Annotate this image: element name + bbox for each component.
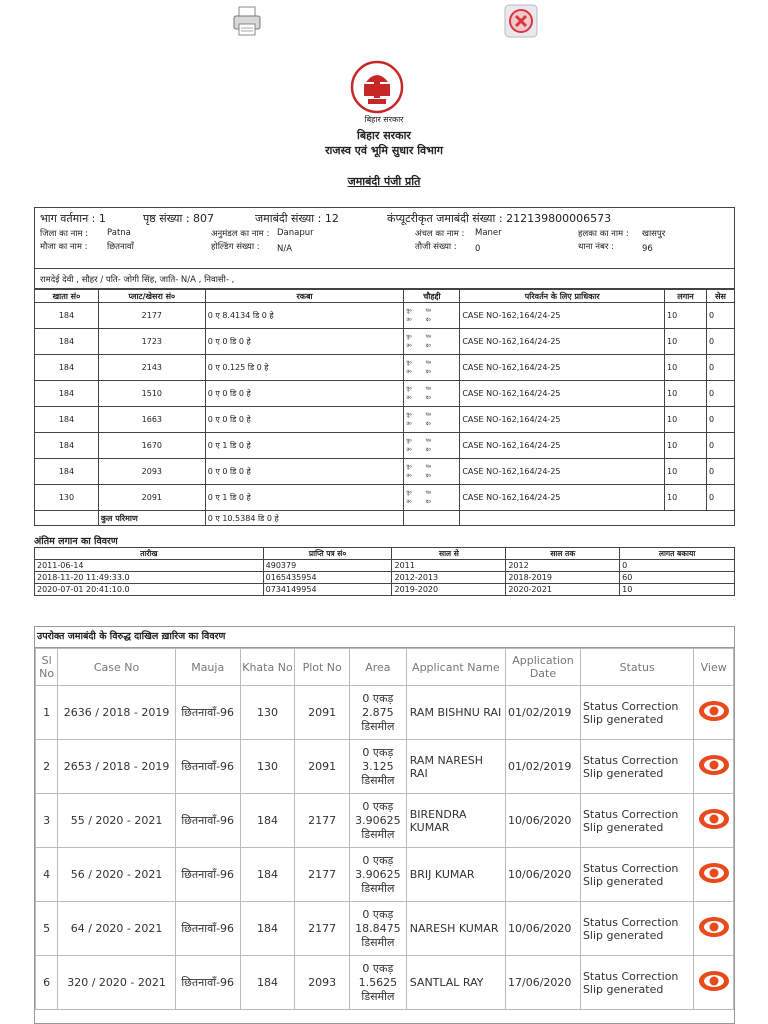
khata-no-cell: 130 bbox=[240, 740, 295, 794]
lagan-year-to: 2018-2019 bbox=[506, 572, 620, 584]
plot-no-cell: 2177 bbox=[295, 848, 350, 902]
halka-label: हलका का नाम : bbox=[578, 229, 629, 239]
col-sl: Sl No bbox=[36, 649, 58, 686]
chauhaddi-line bbox=[406, 385, 457, 394]
total-empty-cell bbox=[460, 511, 665, 526]
jamabandi-number: जमाबंदी संख्या : 12 bbox=[255, 212, 339, 225]
plot-no-cell: 2177 bbox=[295, 902, 350, 956]
col-authority: परिवर्तन के लिए प्राधिकार bbox=[460, 290, 665, 303]
app-date-cell: 10/06/2020 bbox=[506, 848, 581, 902]
khata-table-header bbox=[35, 290, 735, 303]
lagan-section-title: अंतिम लगान का विवरण bbox=[34, 536, 118, 547]
area-decimal: 1.5625 bbox=[358, 975, 398, 989]
area-acre: 0 एकड़ bbox=[362, 691, 394, 705]
halka-value: खासपुर bbox=[642, 229, 666, 239]
applicant-cell: NARESH KUMAR bbox=[406, 902, 505, 956]
app-date-cell: 01/02/2019 bbox=[506, 740, 581, 794]
eye-icon[interactable] bbox=[698, 970, 730, 995]
district-value: Patna bbox=[107, 228, 131, 238]
lagan-cell: 10 bbox=[665, 355, 707, 381]
area-cell bbox=[350, 848, 407, 902]
cess-cell: 0 bbox=[706, 407, 734, 433]
chauhaddi-line bbox=[406, 420, 457, 429]
subdivision-value: Danapur bbox=[277, 228, 314, 238]
lagan-year-to: 2020-2021 bbox=[506, 584, 620, 596]
khata-cell: 130 bbox=[35, 485, 99, 511]
col-date: तारीख bbox=[35, 548, 264, 560]
mauza-value: छितनावाँ bbox=[107, 242, 134, 252]
col-plot-no: Plot No bbox=[295, 649, 350, 686]
chauhaddi-south: द० bbox=[425, 368, 432, 375]
col-lagan: लगान bbox=[665, 290, 707, 303]
sl-cell: 1 bbox=[36, 686, 58, 740]
khata-cell: 184 bbox=[35, 329, 99, 355]
khata-row bbox=[35, 459, 735, 485]
col-status: Status bbox=[580, 649, 693, 686]
chauhaddi-line bbox=[406, 446, 457, 455]
case-no-cell: 2653 / 2018 - 2019 bbox=[58, 740, 176, 794]
col-view: View bbox=[694, 649, 734, 686]
thana-label: थाना नंबर : bbox=[578, 242, 614, 252]
khata-row bbox=[35, 381, 735, 407]
cess-cell: 0 bbox=[706, 355, 734, 381]
authority-cell: CASE NO-162,164/24-25 bbox=[460, 485, 665, 511]
applicant-cell: BIRENDRA KUMAR bbox=[406, 794, 505, 848]
chauhaddi-line bbox=[406, 342, 457, 351]
total-empty-cell bbox=[35, 511, 99, 526]
chauhaddi-line bbox=[406, 394, 457, 403]
eye-icon[interactable] bbox=[698, 916, 730, 941]
lagan-cell: 10 bbox=[665, 329, 707, 355]
info-divider bbox=[35, 268, 734, 269]
raiyat-owner-details: रामदेई देवी , सौहर / पति- जोगी सिंह, जाति- N/A , निवासी- , bbox=[40, 275, 235, 285]
chauhaddi-line bbox=[406, 307, 457, 316]
khata-cell: 184 bbox=[35, 407, 99, 433]
total-empty-cell bbox=[404, 511, 460, 526]
lagan-cell: 10 bbox=[665, 433, 707, 459]
plot-cell: 2093 bbox=[98, 459, 205, 485]
printer-icon[interactable] bbox=[230, 4, 264, 38]
plot-cell: 1663 bbox=[98, 407, 205, 433]
view-cell bbox=[694, 956, 734, 1010]
bihar-emblem-logo bbox=[350, 60, 404, 114]
applicant-cell: BRIJ KUMAR bbox=[406, 848, 505, 902]
view-cell bbox=[694, 848, 734, 902]
lagan-year-from: 2012-2013 bbox=[392, 572, 506, 584]
col-chauhaddi: चौहद्दी bbox=[404, 290, 460, 303]
dakhil-row bbox=[36, 686, 734, 740]
chauhaddi-north: उ० bbox=[406, 342, 412, 349]
mauja-cell: छितनावाँ-96 bbox=[175, 794, 240, 848]
chauhaddi-north: उ० bbox=[406, 420, 412, 427]
dakhil-row bbox=[36, 794, 734, 848]
area-unit: डिसमील bbox=[361, 719, 395, 733]
lagan-year-to: 2012 bbox=[506, 560, 620, 572]
chauhaddi-east: पु० bbox=[406, 333, 412, 340]
col-plot: प्लाट/खेसरा सं० bbox=[98, 290, 205, 303]
lagan-dues: 0 bbox=[620, 560, 735, 572]
col-receipt: प्राप्ति पत्र सं० bbox=[263, 548, 392, 560]
rakba-cell: 0 ए 1 डि 0 हे bbox=[205, 433, 404, 459]
dakhil-row bbox=[36, 902, 734, 956]
khata-cell: 184 bbox=[35, 381, 99, 407]
mauja-cell: छितनावाँ-96 bbox=[175, 740, 240, 794]
holding-value: N/A bbox=[277, 244, 293, 254]
plot-no-cell: 2091 bbox=[295, 740, 350, 794]
lagan-row bbox=[35, 572, 735, 584]
chauhaddi-south: द० bbox=[425, 472, 432, 479]
khata-no-cell: 184 bbox=[240, 956, 295, 1010]
col-year-to: साल तक bbox=[506, 548, 620, 560]
area-acre: 0 एकड़ bbox=[362, 745, 394, 759]
area-unit: डिसमील bbox=[361, 935, 395, 949]
chauhaddi-line bbox=[406, 498, 457, 507]
area-cell bbox=[350, 794, 407, 848]
col-case-no: Case No bbox=[58, 649, 176, 686]
lagan-cell: 10 bbox=[665, 407, 707, 433]
chauhaddi-line bbox=[406, 437, 457, 446]
lagan-row bbox=[35, 584, 735, 596]
eye-icon[interactable] bbox=[698, 700, 730, 725]
cess-cell: 0 bbox=[706, 329, 734, 355]
lagan-year-from: 2011 bbox=[392, 560, 506, 572]
chauhaddi-south: द० bbox=[425, 420, 432, 427]
khata-no-cell: 184 bbox=[240, 794, 295, 848]
col-area: Area bbox=[350, 649, 407, 686]
area-unit: डिसमील bbox=[361, 827, 395, 841]
area-unit: डिसमील bbox=[361, 881, 395, 895]
sl-cell: 3 bbox=[36, 794, 58, 848]
chauhaddi-south: द० bbox=[425, 446, 432, 453]
lagan-cell: 10 bbox=[665, 381, 707, 407]
rakba-cell: 0 ए 0 डि 0 हे bbox=[205, 381, 404, 407]
subdivision-label: अनुमंडल का नाम : bbox=[211, 229, 270, 239]
lagan-date: 2018-11-20 11:49:33.0 bbox=[35, 572, 264, 584]
chauhaddi-south: द० bbox=[425, 316, 432, 323]
plot-cell: 1670 bbox=[98, 433, 205, 459]
mauja-cell: छितनावाँ-96 bbox=[175, 686, 240, 740]
chauhaddi-east: पु० bbox=[406, 307, 412, 314]
lagan-date: 2020-07-01 20:41:10.0 bbox=[35, 584, 264, 596]
circle-label: अंचल का नाम : bbox=[415, 229, 465, 239]
rakba-cell: 0 ए 0.125 डि 0 हे bbox=[205, 355, 404, 381]
total-rakba: 0 ए 10.5384 डि 0 हे bbox=[205, 511, 404, 526]
lagan-cell: 10 bbox=[665, 485, 707, 511]
lagan-date: 2011-06-14 bbox=[35, 560, 264, 572]
lagan-dues: 10 bbox=[620, 584, 735, 596]
total-empty-cell bbox=[706, 511, 734, 526]
khata-no-cell: 184 bbox=[240, 848, 295, 902]
chauhaddi-west: प० bbox=[425, 307, 432, 314]
government-name: बिहार सरकार bbox=[357, 129, 411, 142]
status-cell: Status Correction Slip generated bbox=[580, 794, 693, 848]
area-decimal: 3.90625 bbox=[355, 867, 401, 881]
authority-cell: CASE NO-162,164/24-25 bbox=[460, 355, 665, 381]
area-cell bbox=[350, 686, 407, 740]
eye-icon[interactable] bbox=[698, 808, 730, 833]
chauhaddi-east: पु० bbox=[406, 385, 412, 392]
bhag-vartaman: भाग वर्तमान : 1 bbox=[40, 212, 106, 225]
area-decimal: 3.125 bbox=[362, 759, 394, 773]
col-rakba: रकबा bbox=[205, 290, 404, 303]
mauza-label: मौजा का नाम : bbox=[40, 242, 88, 252]
chauhaddi-south: द० bbox=[425, 498, 432, 505]
chauhaddi-north: उ० bbox=[406, 446, 412, 453]
col-year-from: साल से bbox=[392, 548, 506, 560]
chauhaddi-north: उ० bbox=[406, 498, 412, 505]
case-no-cell: 55 / 2020 - 2021 bbox=[58, 794, 176, 848]
area-acre: 0 एकड़ bbox=[362, 907, 394, 921]
view-cell bbox=[694, 686, 734, 740]
holding-label: होल्डिंग संख्या : bbox=[211, 242, 260, 252]
chauhaddi-line bbox=[406, 411, 457, 420]
khata-row bbox=[35, 407, 735, 433]
area-unit: डिसमील bbox=[361, 989, 395, 1003]
cess-cell: 0 bbox=[706, 459, 734, 485]
total-label: कुल परिमाण bbox=[98, 511, 205, 526]
lagan-receipt: 490379 bbox=[263, 560, 392, 572]
khata-row bbox=[35, 433, 735, 459]
app-date-cell: 01/02/2019 bbox=[506, 686, 581, 740]
chauhaddi-north: उ० bbox=[406, 394, 412, 401]
plot-no-cell: 2091 bbox=[295, 686, 350, 740]
circle-value: Maner bbox=[475, 228, 502, 238]
department-name: राजस्व एवं भूमि सुधार विभाग bbox=[325, 144, 443, 157]
rakba-cell: 0 ए 8.4134 डि 0 हे bbox=[205, 303, 404, 329]
plot-cell: 1510 bbox=[98, 381, 205, 407]
computerized-jamabandi-number: कंप्यूटरीकृत जमाबंदी संख्या : 212139800006573 bbox=[387, 212, 612, 225]
chauhaddi-south: द० bbox=[425, 394, 432, 401]
total-row bbox=[35, 511, 735, 526]
page-number: पृष्ठ संख्या : 807 bbox=[143, 212, 215, 225]
chauhaddi-west: प० bbox=[425, 385, 432, 392]
dakhil-kharij-table bbox=[35, 648, 734, 1010]
lagan-year-from: 2019-2020 bbox=[392, 584, 506, 596]
chauhaddi-west: प० bbox=[425, 463, 432, 470]
khata-no-cell: 184 bbox=[240, 902, 295, 956]
sl-cell: 5 bbox=[36, 902, 58, 956]
khata-row bbox=[35, 303, 735, 329]
col-applicant: Applicant Name bbox=[406, 649, 505, 686]
eye-icon[interactable] bbox=[698, 754, 730, 779]
case-no-cell: 320 / 2020 - 2021 bbox=[58, 956, 176, 1010]
chauhaddi-east: पु० bbox=[406, 411, 412, 418]
chauhaddi-west: प० bbox=[425, 489, 432, 496]
chauhaddi-north: उ० bbox=[406, 316, 412, 323]
chauhaddi-line bbox=[406, 472, 457, 481]
lagan-dues: 60 bbox=[620, 572, 735, 584]
col-app-date: Application Date bbox=[506, 649, 581, 686]
lagan-table bbox=[34, 547, 735, 596]
chauhaddi-cell bbox=[404, 355, 460, 381]
khata-row bbox=[35, 485, 735, 511]
chauhaddi-line bbox=[406, 463, 457, 472]
chauhaddi-line bbox=[406, 489, 457, 498]
area-cell bbox=[350, 956, 407, 1010]
chauhaddi-west: प० bbox=[425, 437, 432, 444]
lagan-table-header bbox=[35, 548, 735, 560]
chauhaddi-line bbox=[406, 333, 457, 342]
plot-cell: 1723 bbox=[98, 329, 205, 355]
khata-row bbox=[35, 355, 735, 381]
chauhaddi-south: द० bbox=[425, 342, 432, 349]
chauhaddi-cell bbox=[404, 407, 460, 433]
col-dues: लागत बकाया bbox=[620, 548, 735, 560]
lagan-receipt: 0734149954 bbox=[263, 584, 392, 596]
khata-row bbox=[35, 329, 735, 355]
authority-cell: CASE NO-162,164/24-25 bbox=[460, 329, 665, 355]
khata-cell: 184 bbox=[35, 303, 99, 329]
khata-cell: 184 bbox=[35, 459, 99, 485]
authority-cell: CASE NO-162,164/24-25 bbox=[460, 407, 665, 433]
plot-cell: 2177 bbox=[98, 303, 205, 329]
dakhil-row bbox=[36, 848, 734, 902]
view-cell bbox=[694, 902, 734, 956]
authority-cell: CASE NO-162,164/24-25 bbox=[460, 381, 665, 407]
khata-no-cell: 130 bbox=[240, 686, 295, 740]
chauhaddi-north: उ० bbox=[406, 368, 412, 375]
status-cell: Status Correction Slip generated bbox=[580, 902, 693, 956]
area-acre: 0 एकड़ bbox=[362, 799, 394, 813]
thana-value: 96 bbox=[642, 244, 653, 254]
chauhaddi-line bbox=[406, 359, 457, 368]
chauhaddi-line bbox=[406, 316, 457, 325]
authority-cell: CASE NO-162,164/24-25 bbox=[460, 433, 665, 459]
cess-cell: 0 bbox=[706, 381, 734, 407]
emblem-caption: बिहार सरकार bbox=[364, 115, 404, 124]
jamabandi-info-box bbox=[34, 207, 735, 289]
district-label: जिला का नाम : bbox=[40, 229, 89, 239]
cess-cell: 0 bbox=[706, 433, 734, 459]
dakhil-row bbox=[36, 956, 734, 1010]
case-no-cell: 56 / 2020 - 2021 bbox=[58, 848, 176, 902]
chauhaddi-cell bbox=[404, 329, 460, 355]
mauja-cell: छितनावाँ-96 bbox=[175, 902, 240, 956]
status-cell: Status Correction Slip generated bbox=[580, 956, 693, 1010]
chauhaddi-west: प० bbox=[425, 411, 432, 418]
chauhaddi-cell bbox=[404, 303, 460, 329]
col-mauja: Mauja bbox=[175, 649, 240, 686]
chauhaddi-east: पु० bbox=[406, 463, 412, 470]
rakba-cell: 0 ए 1 डि 0 हे bbox=[205, 485, 404, 511]
dakhil-kharij-title: उपरोक्त जमाबंदी के विरुद्ध दाखिल ख़ारिज का विवरण bbox=[35, 627, 734, 648]
area-cell bbox=[350, 902, 407, 956]
rakba-cell: 0 ए 0 डि 0 हे bbox=[205, 459, 404, 485]
col-khata: खाता सं० bbox=[35, 290, 99, 303]
area-acre: 0 एकड़ bbox=[362, 853, 394, 867]
chauhaddi-cell bbox=[404, 459, 460, 485]
col-cess: सेस bbox=[706, 290, 734, 303]
rakba-cell: 0 ए 0 डि 0 हे bbox=[205, 407, 404, 433]
view-cell bbox=[694, 794, 734, 848]
sl-cell: 6 bbox=[36, 956, 58, 1010]
chauhaddi-cell bbox=[404, 381, 460, 407]
status-cell: Status Correction Slip generated bbox=[580, 686, 693, 740]
plot-no-cell: 2177 bbox=[295, 794, 350, 848]
tauzi-label: तौजी संख्या : bbox=[415, 242, 457, 252]
case-no-cell: 64 / 2020 - 2021 bbox=[58, 902, 176, 956]
cess-cell: 0 bbox=[706, 485, 734, 511]
area-decimal: 2.875 bbox=[362, 705, 394, 719]
status-cell: Status Correction Slip generated bbox=[580, 740, 693, 794]
tauzi-value: 0 bbox=[475, 244, 481, 254]
dakhil-row bbox=[36, 740, 734, 794]
authority-cell: CASE NO-162,164/24-25 bbox=[460, 303, 665, 329]
khata-plot-table bbox=[34, 289, 735, 526]
page-title: जमाबंदी पंजी प्रति bbox=[347, 175, 421, 188]
applicant-cell: SANTLAL RAY bbox=[406, 956, 505, 1010]
chauhaddi-east: पु० bbox=[406, 359, 412, 366]
area-cell bbox=[350, 740, 407, 794]
close-icon[interactable] bbox=[504, 4, 538, 38]
khata-cell: 184 bbox=[35, 355, 99, 381]
area-decimal: 3.90625 bbox=[355, 813, 401, 827]
chauhaddi-north: उ० bbox=[406, 472, 412, 479]
applicant-cell: RAM NARESH RAI bbox=[406, 740, 505, 794]
chauhaddi-cell bbox=[404, 433, 460, 459]
chauhaddi-east: पु० bbox=[406, 437, 412, 444]
app-date-cell: 17/06/2020 bbox=[506, 956, 581, 1010]
lagan-cell: 10 bbox=[665, 459, 707, 485]
col-khata-no: Khata No bbox=[240, 649, 295, 686]
area-unit: डिसमील bbox=[361, 773, 395, 787]
dakhil-kharij-section bbox=[34, 626, 735, 1024]
eye-icon[interactable] bbox=[698, 862, 730, 887]
sl-cell: 2 bbox=[36, 740, 58, 794]
mauja-cell: छितनावाँ-96 bbox=[175, 848, 240, 902]
cess-cell: 0 bbox=[706, 303, 734, 329]
authority-cell: CASE NO-162,164/24-25 bbox=[460, 459, 665, 485]
applicant-cell: RAM BISHNU RAI bbox=[406, 686, 505, 740]
plot-cell: 2091 bbox=[98, 485, 205, 511]
dakhil-table-header bbox=[36, 649, 734, 686]
toolbar bbox=[0, 0, 768, 46]
chauhaddi-cell bbox=[404, 485, 460, 511]
area-acre: 0 एकड़ bbox=[362, 961, 394, 975]
khata-cell: 184 bbox=[35, 433, 99, 459]
sl-cell: 4 bbox=[36, 848, 58, 902]
rakba-cell: 0 ए 0 डि 0 हे bbox=[205, 329, 404, 355]
case-no-cell: 2636 / 2018 - 2019 bbox=[58, 686, 176, 740]
plot-no-cell: 2093 bbox=[295, 956, 350, 1010]
app-date-cell: 10/06/2020 bbox=[506, 794, 581, 848]
area-decimal: 18.8475 bbox=[355, 921, 401, 935]
status-cell: Status Correction Slip generated bbox=[580, 848, 693, 902]
app-date-cell: 10/06/2020 bbox=[506, 902, 581, 956]
mauja-cell: छितनावाँ-96 bbox=[175, 956, 240, 1010]
lagan-receipt: 0165435954 bbox=[263, 572, 392, 584]
chauhaddi-east: पु० bbox=[406, 489, 412, 496]
chauhaddi-west: प० bbox=[425, 359, 432, 366]
lagan-row bbox=[35, 560, 735, 572]
chauhaddi-line bbox=[406, 368, 457, 377]
total-empty-cell bbox=[665, 511, 707, 526]
chauhaddi-west: प० bbox=[425, 333, 432, 340]
plot-cell: 2143 bbox=[98, 355, 205, 381]
lagan-cell: 10 bbox=[665, 303, 707, 329]
view-cell bbox=[694, 740, 734, 794]
